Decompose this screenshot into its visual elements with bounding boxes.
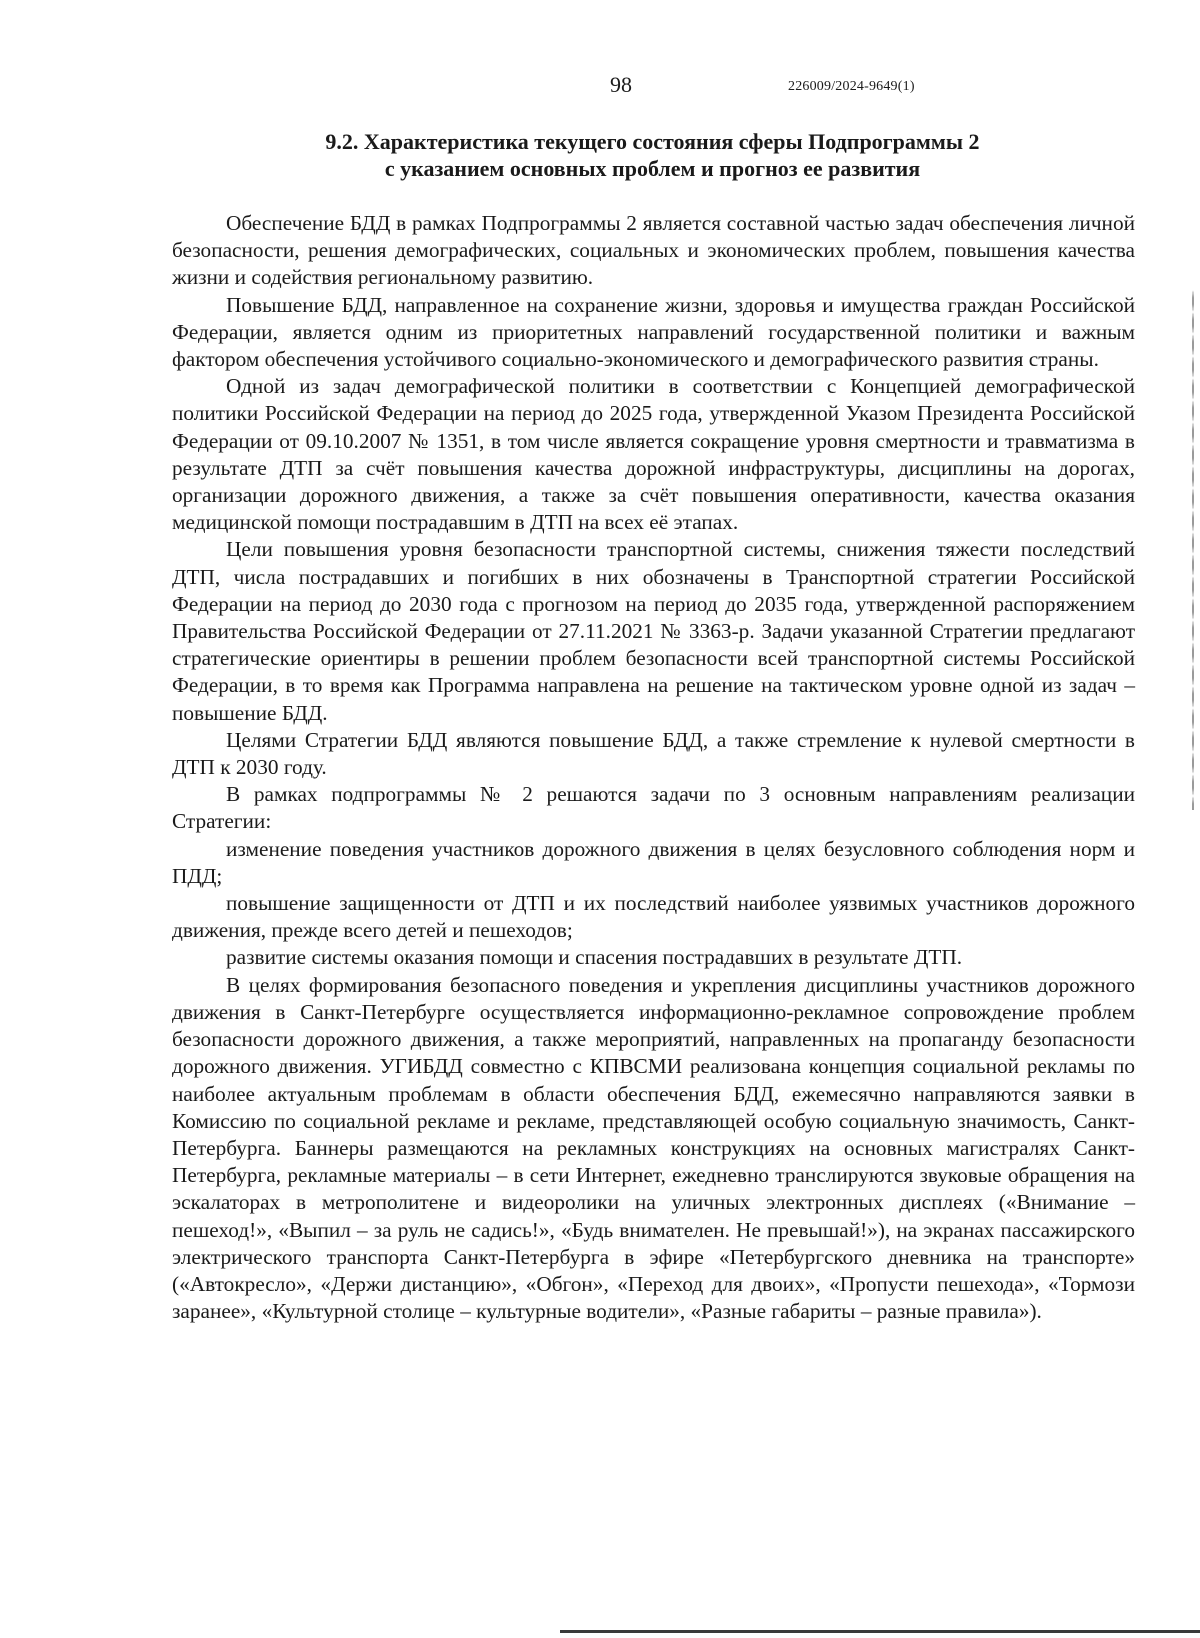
paragraph: Одной из задач демографической политики в соответствии с Концепцией демографической политики Российской Федерации на период до 2025 года, утвержденной Указом Президента Российской Федерации от 09.10.2007 № 1351, в том числе является сокращение уровня смертности и травматизма в результате ДТП за счёт повышения качества дорожной инфраструктуры, дисциплины на дорогах, организации дорожного движения, а также за счёт повышения оперативности, качества оказания медицинской помощи пострадавшим в ДТП на всех её этапах.: [172, 374, 1135, 535]
document-body: [172, 210, 1135, 1325]
list-item-paragraph: повышение защищенности от ДТП и их последствий наиболее уязвимых участников дорожного движения, прежде всего детей и пешеходов;: [172, 891, 1135, 943]
paragraph: Повышение БДД, направленное на сохранение жизни, здоровья и имущества граждан Российской Федерации, является одним из приоритетных направлений государственной политики и важным фактором обеспечения устойчивого социально-экономического и демографического развития страны.: [172, 292, 1135, 372]
list-item-paragraph: развитие системы оказания помощи и спасения пострадавших в результате ДТП.: [226, 945, 963, 970]
paragraph: Обеспечение БДД в рамках Подпрограммы 2 является составной частью задач обеспечения личной безопасности, решения демографических, социальных и экономических проблем, повышения качества жизни и содействия региональному развитию.: [172, 211, 1135, 290]
paragraph: В рамках подпрограммы № 2 решаются задачи по 3 основным направлениям реализации Стратегии:: [172, 782, 1135, 834]
paragraph: Цели повышения уровня безопасности транспортной системы, снижения тяжести последствий ДТП, числа пострадавших и погибших в них обозначены в Транспортной стратегии Российской Федерации на период до 2030 года с прогнозом на период до 2035 года, утвержденной распоряжением Правительства Российской Федерации от 27.11.2021 № 3363-р. Задачи указанной Стратегии предлагают стратегические ориентиры в решении проблем безопасности всей транспортной системы Российской Федерации, в то время как Программа направлена на решение на тактическом уровне одной из задач – повышение БДД.: [172, 537, 1135, 725]
section-heading-line-2: с указанием основных проблем и прогноз ее развития: [384, 156, 921, 181]
scan-bottom-edge: [560, 1630, 1200, 1633]
section-heading-line-1: 9.2. Характеристика текущего состояния сферы Подпрограммы 2: [325, 129, 980, 154]
paragraph: Целями Стратегии БДД являются повышение БДД, а также стремление к нулевой смертности в ДТП к 2030 году.: [172, 727, 1135, 780]
document-registration-number: 226009/2024-9649(1): [788, 79, 915, 94]
scan-margin-artifact: [1192, 290, 1194, 810]
paragraph: В целях формирования безопасного поведения и укрепления дисциплины участников дорожного движения в Санкт-Петербурге осуществляется информационно-рекламное сопровождение проблем безопасности дорожного движения, а также мероприятий, направленных на пропаганду безопасности дорожного движения. УГИБДД совместно с КПВСМИ реализована концепция социальной рекламы по наиболее актуальным проблемам в области обеспечения БДД, ежемесячно направляются заявки в Комиссию по социальной рекламе и рекламе, представляющей особую социальную значимость, Санкт-Петербурга. Баннеры размещаются на рекламных конструкциях на основных магистралях Санкт-Петербурга, рекламные материалы – в сети Интернет, ежедневно транслируются звуковые обращения на эскалаторах в метрополитене и видеоролики на уличных электронных дисплеях («Внимание – пешеход!», «Выпил – за руль не садись!», «Будь внимателен. Не превышай!»), на экранах пассажирского электрического транспорта Санкт-Петербурга в эфире «Петербургского дневника на транспорте» («Автокресло», «Держи дистанцию», «Обгон», «Переход для двоих», «Пропусти пешехода», «Тормози заранее», «Культурной столице – культурные водители», «Разные габариты – разные правила»).: [172, 972, 1135, 1324]
section-heading: [170, 128, 1135, 182]
list-item-paragraph: изменение поведения участников дорожного движения в целях безусловного соблюдения норм и ПДД;: [172, 836, 1135, 888]
page-number: 98: [610, 72, 632, 97]
